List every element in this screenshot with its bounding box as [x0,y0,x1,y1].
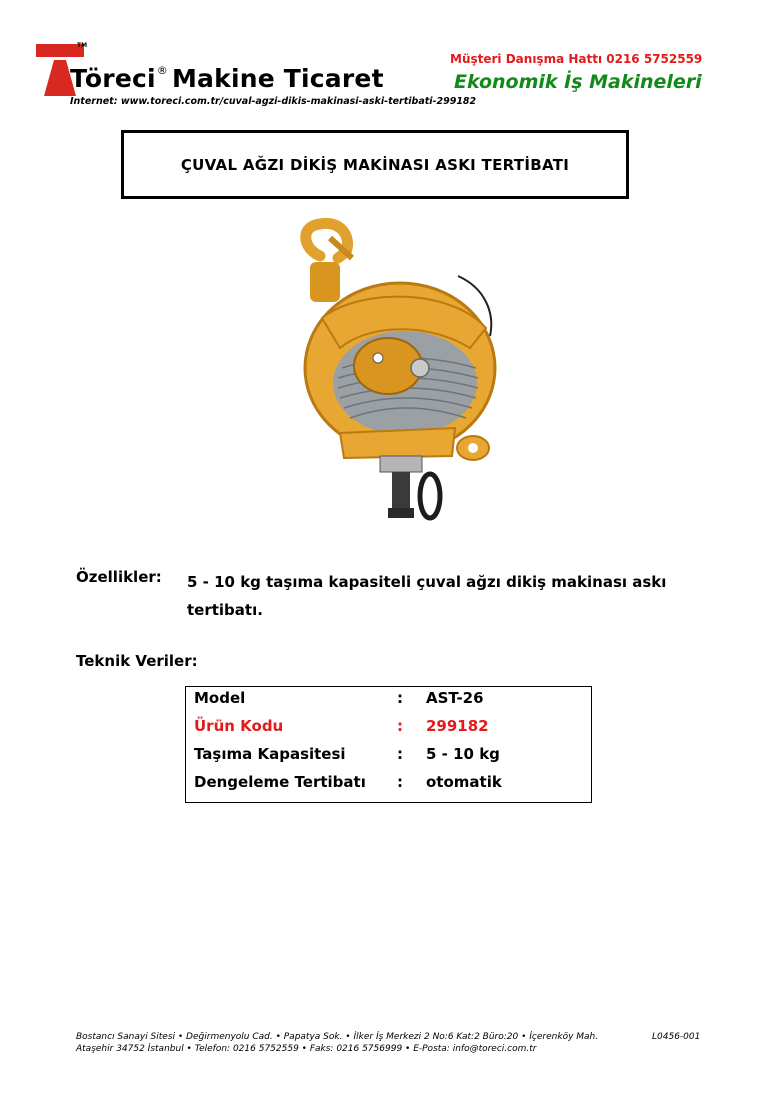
spec-value: AST-26 [426,689,484,707]
features-text: 5 - 10 kg taşıma kapasiteli çuval ağzı dikiş makinası askı tertibatı. [187,573,667,619]
spec-row-balancing [186,773,591,801]
spec-value: 5 - 10 kg [426,745,500,763]
footer-address-line-2: Ataşehir 34752 İstanbul • Telefon: 0216 5752559 • Faks: 0216 5756999 • E-Posta: info@toreci.com.tr [76,1044,537,1054]
spec-row-product-code [186,717,591,745]
spec-key: Taşıma Kapasitesi [194,745,346,763]
page-url: Internet: www.toreci.com.tr/cuval-agzi-dikis-makinasi-aski-tertibati-299182 [70,96,477,107]
customer-hotline: Müşteri Danışma Hattı 0216 5752559 [450,52,703,66]
spec-key: Ürün Kodu [194,717,284,735]
spec-key: Dengeleme Tertibatı [194,773,366,791]
spec-value: otomatik [426,773,502,791]
brand-name-main: Töreci [70,64,156,93]
spring-balancer-product-image [280,218,520,538]
title-box [121,130,629,199]
trademark-mark: TM [77,42,88,49]
spec-colon: : [397,773,403,791]
brand-name-rest: Makine Ticaret [171,64,384,93]
spec-key: Model [194,689,246,707]
brand-name [70,64,384,93]
spec-value: 299182 [426,717,489,735]
document-code: L0456-001 [652,1032,701,1042]
company-tagline: Ekonomik İş Makineleri [454,71,702,93]
spec-row-capacity [186,745,591,773]
spec-colon: : [397,745,403,763]
spec-colon: : [397,689,403,707]
footer-address-line-1: Bostancı Sanayi Sitesi • Değirmenyolu Cad. • Papatya Sok. • İlker İş Merkezi 2 No:6 Kat:2 Büro:20 • İçerenköy Mah. [76,1032,599,1042]
features-label: Özellikler: [76,568,162,586]
page-title: ÇUVAL AĞZI DİKİŞ MAKİNASI ASKI TERTİBATI [180,155,570,174]
technical-data-table [185,686,592,803]
spec-row-model [186,689,591,717]
technical-data-label: Teknik Veriler: [76,652,198,670]
spec-colon: : [397,717,403,735]
registered-mark: ® [156,64,168,77]
